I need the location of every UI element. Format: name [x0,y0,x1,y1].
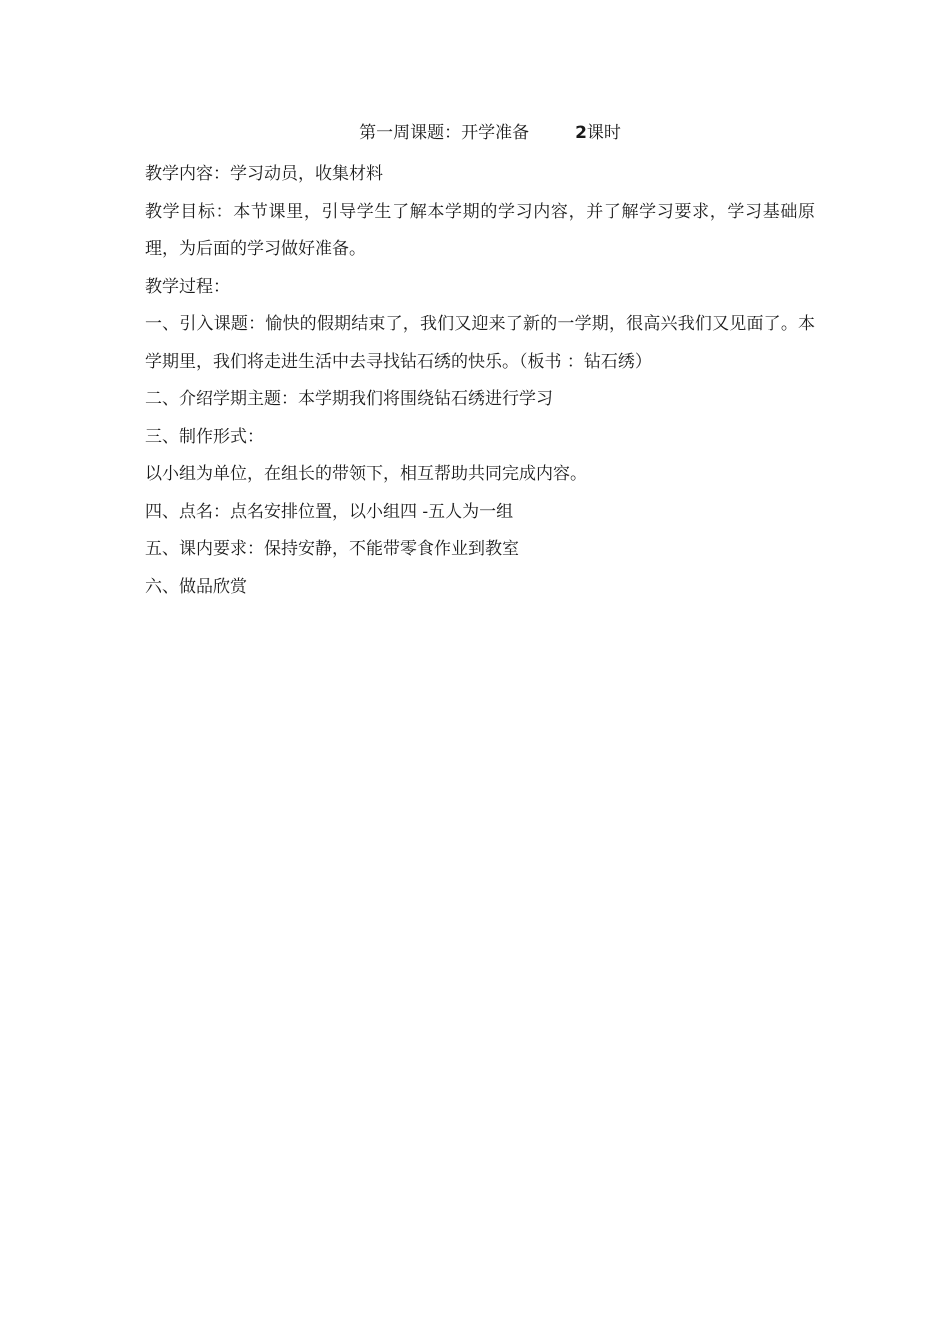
step-semester-theme: 二、介绍学期主题：本学期我们将围绕钻石绣进行学习 [145,389,553,409]
lesson-title-text: 第一周课题：开学准备 [359,123,530,143]
step-roll-call: 四、点名：点名安排位置，以小组四 -五人为一组 [145,501,514,522]
step-format-heading: 三、制作形式： [145,426,264,447]
lesson-hours-number: 2 [575,123,587,143]
step-format-detail: 以小组为单位，在组长的带领下，相互帮助共同完成内容。 [145,464,587,484]
teaching-content: 教学内容：学习动员，收集材料 [145,164,383,184]
step-introduce-topic: 一、引入课题：愉快的假期结束了，我们又迎来了新的一学期，很高兴我们又见面了。本学期里，我们将走进生活中去寻找钻石绣的快乐。（板书 ：钻石绣） [145,314,815,372]
step-work-appreciation: 六、做品欣赏 [145,576,247,597]
document-body [145,118,815,606]
lesson-hours-unit: 课时 [586,123,621,143]
lesson-title [145,118,815,156]
process-heading: 教学过程： [145,276,230,297]
step-class-rules: 五、课内要求：保持安静，不能带零食作业到教室 [145,539,519,559]
teaching-goal: 教学目标：本节课里，引导学生了解本学期的学习内容，并了解学习要求，学习基础原理，为后面的学习做好准备。 [145,201,815,259]
